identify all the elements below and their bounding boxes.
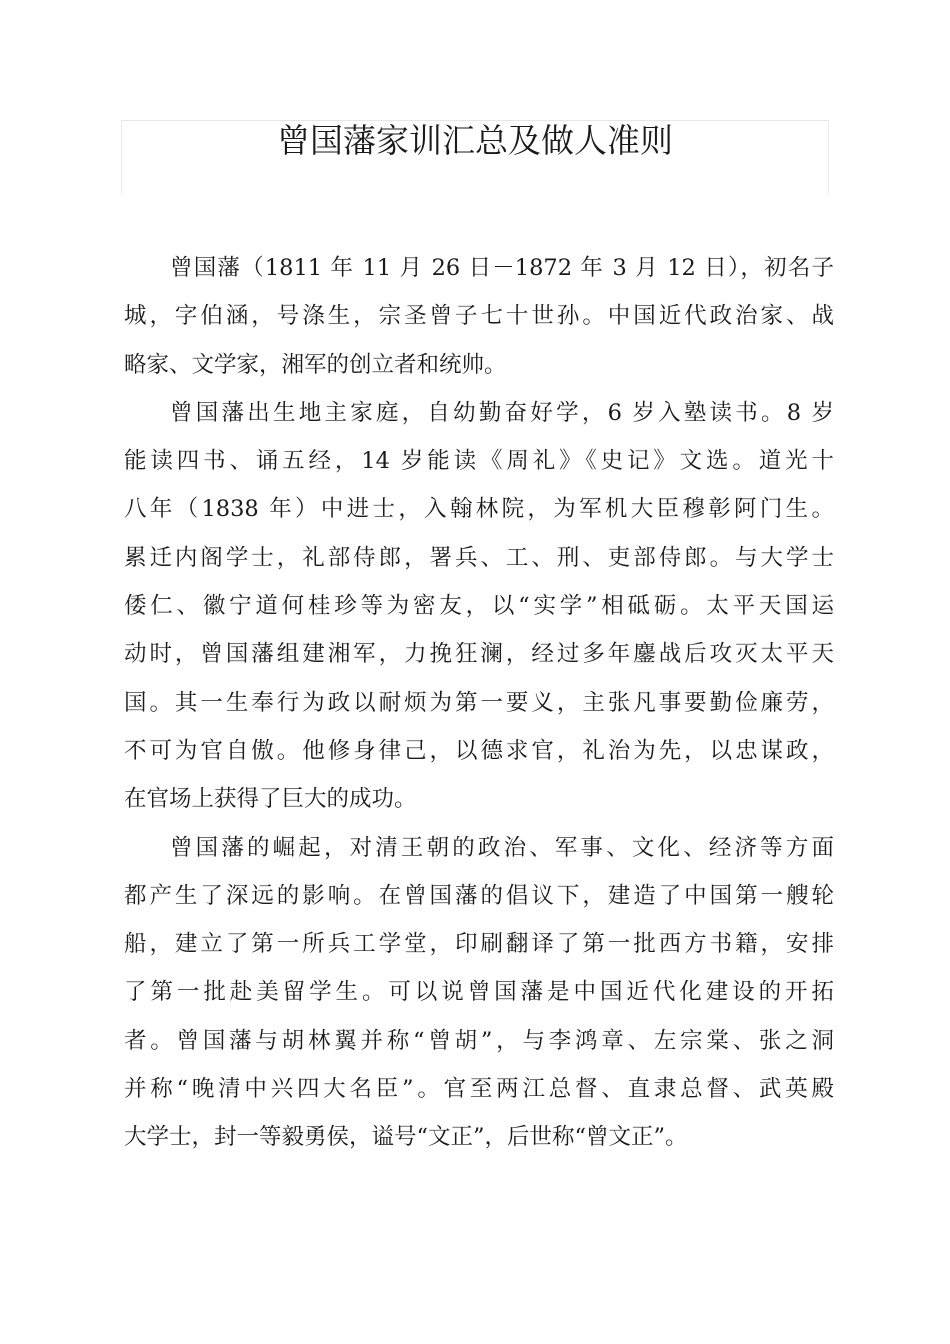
text-line: 不可为官自傲。他修身律己，以德求官，礼治为先，以忠谋政， xyxy=(124,737,834,764)
text-line: 累迁内阁学士，礼部侍郎，署兵、工、刑、吏部侍郎。与大学士 xyxy=(124,544,834,571)
text-line: 略家、文学家，湘军的创立者和统帅。 xyxy=(124,351,507,378)
title-box xyxy=(121,120,829,194)
text-line: 国。其一生奉行为政以耐烦为第一要义，主张凡事要勤俭廉劳， xyxy=(124,689,834,716)
text-line: 者。曾国藩与胡林翼并称“曾胡”，与李鸿章、左宗棠、张之洞 xyxy=(124,1027,834,1054)
text-line: 船，建立了第一所兵工学堂，印刷翻译了第一批西方书籍，安排 xyxy=(124,931,834,958)
text-line: 曾国藩出生地主家庭，自幼勤奋好学，6 岁入塾读书。8 岁 xyxy=(170,399,834,426)
text-line: 大学士，封一等毅勇侯，谥号“文正”，后世称“曾文正”。 xyxy=(124,1124,688,1151)
text-line: 都产生了深远的影响。在曾国藩的倡议下，建造了中国第一艘轮 xyxy=(124,882,834,909)
text-line: 曾国藩的崛起，对清王朝的政治、军事、文化、经济等方面 xyxy=(170,834,834,861)
paragraph-biography xyxy=(124,393,834,828)
text-line: 八年（1838 年）中进士，入翰林院，为军机大臣穆彰阿门生。 xyxy=(124,496,834,523)
paragraph-influence xyxy=(124,828,834,1166)
text-line: 曾国藩（1811 年 11 月 26 日－1872 年 3 月 12 日），初名子 xyxy=(170,255,834,281)
paragraph-intro xyxy=(124,248,834,393)
text-line: 城，字伯涵，号涤生，宗圣曾子七十世孙。中国近代政治家、战 xyxy=(124,303,834,330)
text-line: 能读四书、诵五经，14 岁能读《周礼》《史记》文选。道光十 xyxy=(124,448,834,475)
document-body xyxy=(124,248,834,1166)
text-line: 倭仁、徽宁道何桂珍等为密友，以“实学”相砥砺。太平天国运 xyxy=(124,593,834,620)
text-line: 在官场上获得了巨大的成功。 xyxy=(124,786,417,813)
text-line: 动时，曾国藩组建湘军，力挽狂澜，经过多年鏖战后攻灭太平天 xyxy=(124,641,834,668)
text-line: 并称“晚清中兴四大名臣”。官至两江总督、直隶总督、武英殿 xyxy=(124,1076,834,1103)
text-line: 了第一批赴美留学生。可以说曾国藩是中国近代化建设的开拓 xyxy=(124,979,834,1006)
document-title: 曾国藩家训汇总及做人准则 xyxy=(277,121,673,160)
